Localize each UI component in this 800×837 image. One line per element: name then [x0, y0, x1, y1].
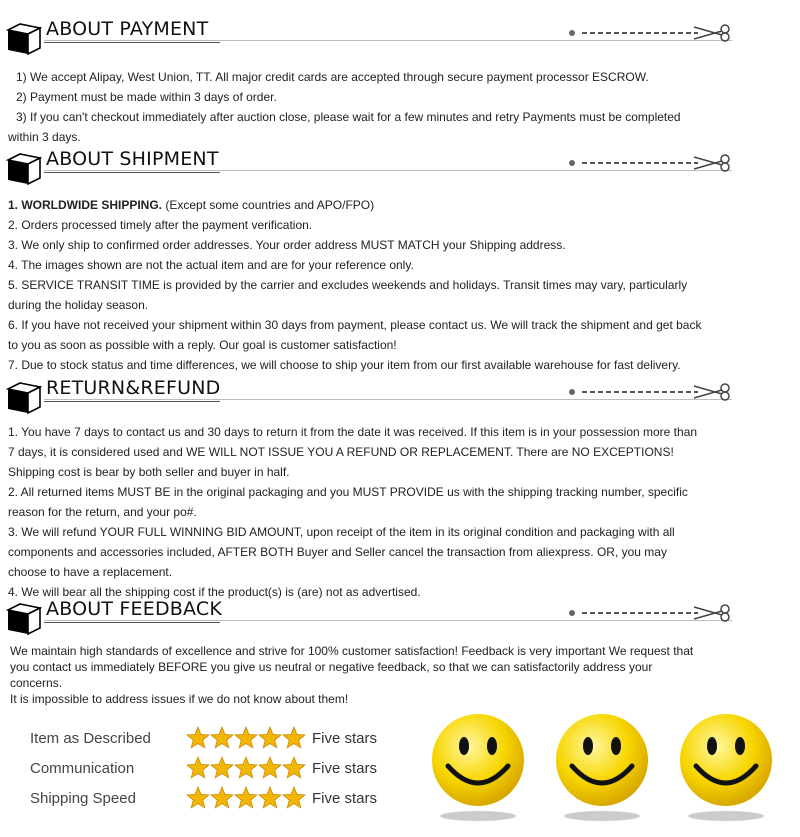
- section-title: ABOUT FEEDBACK: [46, 598, 222, 620]
- star-icon: [187, 727, 209, 748]
- section-header-refund: [0, 371, 800, 415]
- text-line: during the holiday season.: [8, 298, 149, 312]
- text-line: 6. If you have not received your shipment within 30 days from payment, please contact us. We will track the shipment and get back: [8, 318, 702, 332]
- rating-label: Shipping Speed: [30, 790, 136, 807]
- star-icon: [211, 757, 233, 778]
- section-header-feedback: [0, 592, 800, 636]
- star-icon: [211, 787, 233, 808]
- star-icon: [235, 757, 257, 778]
- star-icon: [235, 727, 257, 748]
- text-line: concerns.: [10, 676, 63, 690]
- shipment-body: [8, 195, 720, 375]
- text-line: choose to have a replacement.: [8, 565, 173, 579]
- header-rule-accent: [44, 401, 220, 402]
- text-line: 5. SERVICE TRANSIT TIME is provided by the carrier and excludes weekends and holidays. Transit times may vary, particularly: [8, 278, 688, 292]
- text-line: 2. Orders processed timely after the payment verification.: [8, 218, 313, 232]
- rating-row: [20, 754, 400, 784]
- text-line: you contact us immediately BEFORE you give us neutral or negative feedback, so that we can satisfactorily address your: [10, 660, 653, 674]
- section-title: RETURN&REFUND: [46, 377, 221, 399]
- seller-ratings: [20, 724, 400, 814]
- star-rating: [186, 726, 306, 750]
- rating-label: Item as Described: [30, 730, 151, 747]
- star-icon: [235, 787, 257, 808]
- star-rating: [186, 786, 306, 810]
- star-icon: [259, 727, 281, 748]
- text-line: 1) We accept Alipay, West Union, TT. All major credit cards are accepted through secure payment processor ESCROW.: [16, 70, 649, 84]
- scissors-icon: [566, 24, 732, 42]
- star-rating: [186, 756, 306, 780]
- smiley-face-icon: [426, 708, 530, 824]
- rating-label: Communication: [30, 760, 135, 777]
- scissors-icon: [566, 383, 732, 401]
- scissors-icon: [566, 154, 732, 172]
- text-line: 1. You have 7 days to contact us and 30 days to return it from the date it was received. If this item is in your possession more than: [8, 425, 698, 439]
- smiley-face-icon: [550, 708, 654, 824]
- text-line: reason for the return, and your po#.: [8, 505, 197, 519]
- header-rule-accent: [44, 42, 220, 43]
- header-rule-accent: [44, 172, 220, 173]
- text-line: [8, 195, 720, 215]
- section-header-shipment: [0, 142, 800, 186]
- star-icon: [211, 727, 233, 748]
- cube-icon: [6, 600, 42, 636]
- cube-icon: [6, 379, 42, 415]
- text-line: 4. We will bear all the shipping cost if the product(s) is (are) not as advertised.: [8, 585, 421, 599]
- text-line: to you as soon as possible with a reply. Our goal is customer satisfaction!: [8, 338, 397, 352]
- rating-row: [20, 724, 400, 754]
- section-title: ABOUT SHIPMENT: [46, 148, 219, 170]
- text-line: 7 days, it is considered used and WE WILL NOT ISSUE YOU A REFUND OR REPLACEMENT. There are NO EXCEPTIONS!: [8, 445, 674, 459]
- cube-icon: [6, 150, 42, 186]
- scissors-icon: [566, 604, 732, 622]
- star-icon: [283, 727, 305, 748]
- text-line: 7. Due to stock status and time differences, we will choose to ship your item from our first available warehouse for fast delivery.: [8, 358, 681, 372]
- star-icon: [259, 787, 281, 808]
- text-line: 3) If you can't checkout immediately after auction close, please wait for a few minutes and retry Payments must be completed: [16, 110, 681, 124]
- payment-body: [8, 67, 728, 147]
- text-line: 2. All returned items MUST BE in the original packaging and you MUST PROVIDE us with the shipping tracking number, specific: [8, 485, 688, 499]
- text-line: 3. We will refund YOUR FULL WINNING BID AMOUNT, upon receipt of the item in its original condition and packaging with all: [8, 525, 675, 539]
- refund-body: [8, 422, 720, 602]
- feedback-body: [10, 643, 722, 707]
- rating-value: Five stars: [312, 790, 378, 807]
- bold-lead: 1. WORLDWIDE SHIPPING.: [8, 198, 163, 212]
- text-line: Shipping cost is bear by both seller and buyer in half.: [8, 465, 290, 479]
- cube-icon: [6, 20, 42, 56]
- star-icon: [187, 757, 209, 778]
- text-line: components and accessories included, AFTER BOTH Buyer and Seller cancel the transaction from aliexpress. OR, you may: [8, 545, 667, 559]
- lead-note: (Except some countries and APO/FPO): [162, 198, 375, 212]
- rating-row: [20, 784, 400, 814]
- smiley-decoration: [420, 708, 790, 828]
- text-line: within 3 days.: [8, 130, 81, 144]
- rating-value: Five stars: [312, 730, 378, 747]
- section-header-payment: [0, 12, 800, 56]
- text-line: 3. We only ship to confirmed order addresses. Your order address MUST MATCH your Shipping address.: [8, 238, 566, 252]
- star-icon: [259, 757, 281, 778]
- text-line: 4. The images shown are not the actual item and are for your reference only.: [8, 258, 414, 272]
- text-line: We maintain high standards of excellence and strive for 100% customer satisfaction! Feedback is very important We request that: [10, 644, 694, 658]
- text-line: 2) Payment must be made within 3 days of order.: [16, 90, 277, 104]
- text-line: It is impossible to address issues if we do not know about them!: [10, 692, 349, 706]
- star-icon: [283, 787, 305, 808]
- star-icon: [187, 787, 209, 808]
- star-icon: [283, 757, 305, 778]
- header-rule-accent: [44, 622, 220, 623]
- section-title: ABOUT PAYMENT: [46, 18, 209, 40]
- rating-value: Five stars: [312, 760, 378, 777]
- smiley-face-icon: [674, 708, 778, 824]
